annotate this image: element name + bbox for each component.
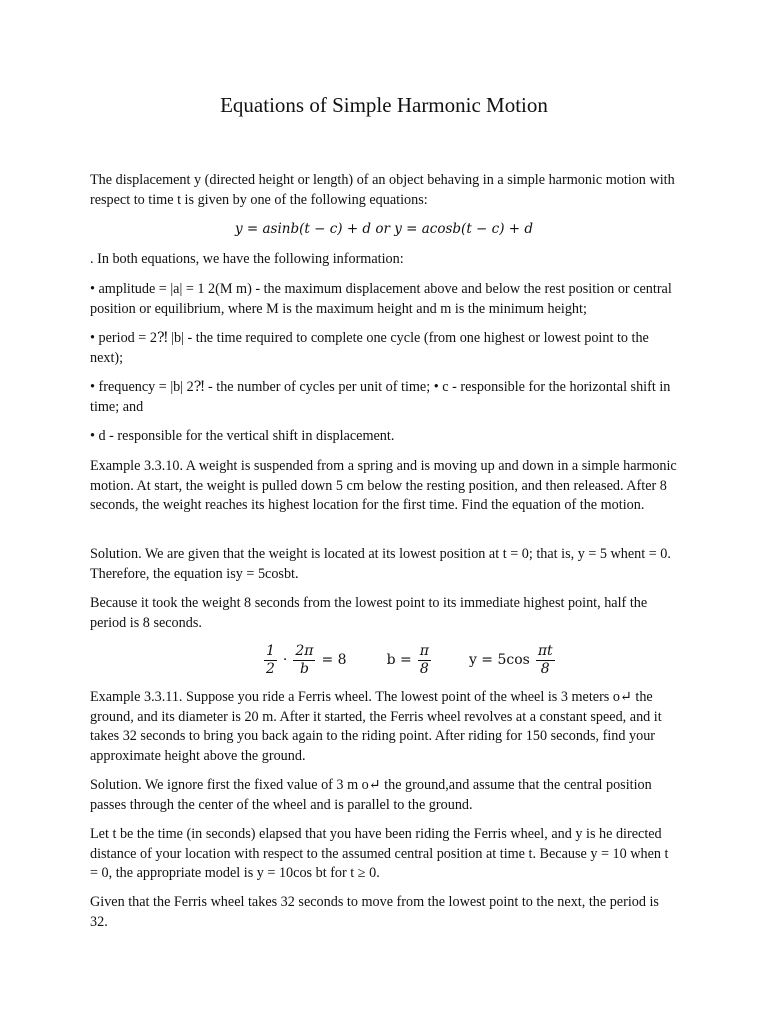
- fraction-pi-t-over-eight: $\frac{\pi t}{8}$: [537, 642, 553, 677]
- both-equations-paragraph: . In both equations, we have the following information:: [90, 251, 404, 267]
- page-title: Equations of Simple Harmonic Motion: [220, 93, 548, 117]
- because-paragraph: Because it took the weight 8 seconds from the lowest point to its immediate highest point, half the period is 8 seconds.: [90, 595, 648, 631]
- amplitude-bullet: • amplitude = |a| = 1 2(M m) - the maximum displacement above and below the rest position or central position or equilibrium, where M is the maximum height and m is the minimum height;: [90, 281, 672, 317]
- example-3-3-11: Example 3.3.11. Suppose you ride a Ferris wheel. The lowest point of the wheel is 3 meters o↵ the ground, and its diameter is 20 m. After it started, the Ferris wheel revolves at a constant speed, and it takes 32 seconds to bring you back again to the riding point. After riding for 150 seconds, find your approximate height above the ground.: [90, 689, 662, 764]
- given-paragraph: Given that the Ferris wheel takes 32 seconds to move from the lowest point to the next, the period is 32.: [90, 894, 659, 930]
- fraction-pi-over-eight: $\frac{\pi}{8}$: [419, 642, 429, 677]
- intro-paragraph: The displacement y (directed height or length) of an object behaving in a simple harmonic motion with respect to time t is given by one of the following equations:: [90, 172, 675, 208]
- solution-1: Solution. We are given that the weight is located at its lowest position at t = 0; that is, y = 5 whent = 0. Therefore, the equation isy = 5cosbt.: [90, 546, 671, 582]
- y-equals-5cos: y = 5cos: [468, 652, 530, 668]
- dot-operator: ·: [282, 652, 288, 668]
- period-bullet: • period = 2⁈ |b| - the time required to complete one cycle (from one highest or lowest point to the next);: [90, 330, 649, 366]
- let-t-paragraph: Let t be the time (in seconds) elapsed that you have been riding the Ferris wheel, and y is he directed distance of your location with respect to the assumed central position at time t. Because y = 10 when t = 0, the appropriate model is y = 10cos bt for t ≥ 0.: [90, 826, 669, 881]
- example-3-3-10: Example 3.3.10. A weight is suspended from a spring and is moving up and down in a simple harmonic motion. At start, the weight is pulled down 5 cm below the resting position, and then released. After 8 seconds, the weight reaches its highest location for the first time. Find the equation of the motion.: [90, 458, 677, 513]
- fraction-two-pi-over-b: $\frac{2\pi}{b}$: [295, 642, 314, 677]
- displacement-equation: y = asinb(t − c) + d or y = acosb(t − c) + d: [234, 221, 534, 237]
- solution-2: Solution. We ignore first the fixed value of 3 m o↵ the ground,and assume that the central position passes through the center of the wheel and is parallel to the ground.: [90, 777, 652, 813]
- solution-formula: [262, 640, 557, 680]
- equals-eight: = 8: [321, 652, 347, 668]
- frequency-bullet: • frequency = |b| 2⁈ - the number of cycles per unit of time; • c - responsible for the horizontal shift in time; and: [90, 379, 671, 415]
- fraction-one-half: $\frac{1}{2}$: [266, 642, 275, 677]
- d-bullet: • d - responsible for the vertical shift in displacement.: [90, 428, 395, 444]
- b-equals: b =: [386, 652, 412, 668]
